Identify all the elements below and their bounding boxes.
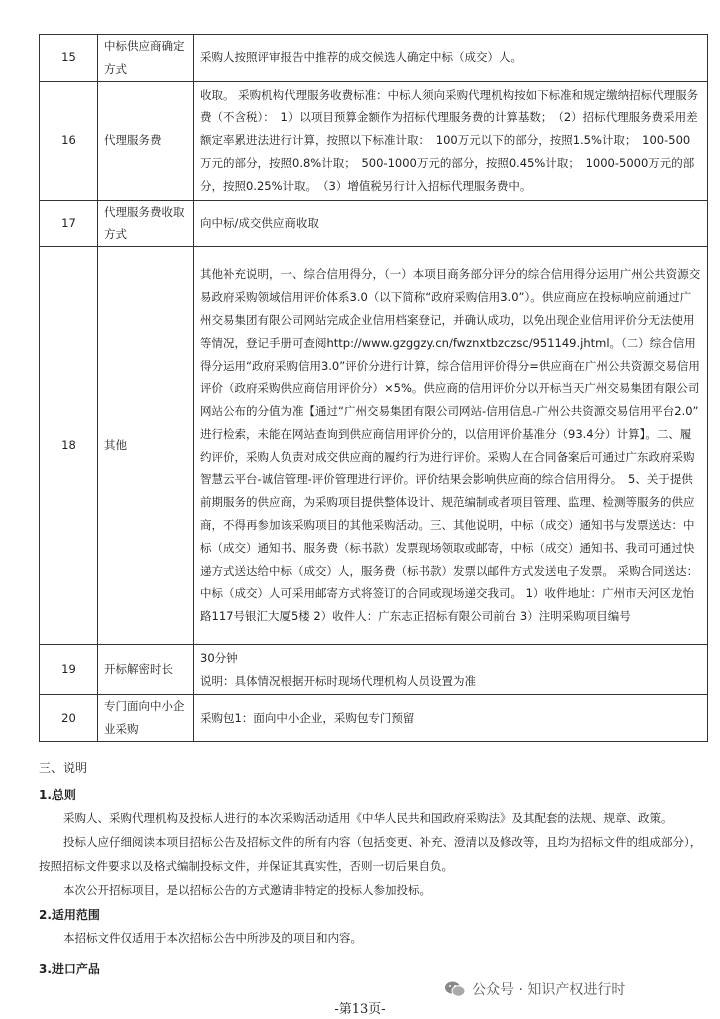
table-row	[40, 247, 708, 645]
paragraph: 投标人应仔细阅读本项目招标公告及招标文件的所有内容（包括变更、补充、澄清以及修改等，且均为招标文件的组成部分），按照招标文件要求以及格式编制投标文件，并保证其真实性，否则一切后果自负。	[39, 835, 702, 873]
table-row	[40, 645, 708, 695]
row-content	[194, 645, 708, 695]
row-number: 15	[40, 35, 98, 82]
row-name: 中标供应商确定方式	[98, 35, 194, 82]
page-number: -第13页-	[334, 1002, 386, 1017]
row-number: 17	[40, 200, 98, 247]
row-name: 专门面向中小企业采购	[98, 695, 194, 742]
heading-scope: 2.适用范围	[39, 908, 100, 922]
row-content: 其他补充说明，一、综合信用得分，（一）本项目商务部分评分的综合信用得分运用广州公共资源交易政府采购领域信用评价体系3.0（以下简称“政府采购信用3.0”）。供应商应在投标响应前通过广州交易集团有限公司网站完成企业信用档案登记，并确认成功，以免出现企业信用评价分无法使用等情况，登记手册可查阅http://www.gzggzy.cn/fwznxtbzczsc/951149.jhtml。（二）综合信用得分运用“政府采购信用3.0”评价分进行计算，综合信用评价得分=供应商在广州公共资源交易信用评价（政府采购供应商信用评价分）×5%。供应商的信用评价分以开标当天广州交易集团有限公司网站公布的分值为准【通过“广州交易集团有限公司网站-信用信息-广州公共资源交易信用平台2.0” 进行检索，未能在网站查询到供应商信用评价分的，以信用评价基准分（93.4分）计算】。二、履约评价，采购人负责对成交供应商的履约行为进行评价。采购人在合同备案后可通过广东政府采购智慧云平台-诚信管理-评价管理进行评价。评价结果会影响供应商的综合信用得分。 5、关于提供前期服务的供应商，为采购项目提供整体设计、规范编制或者项目管理、监理、检测等服务的供应商，不得再参加该采购项目的其他采购活动。三、其他说明，中标（成交）通知书与发票送达：中标（成交）通知书、服务费（标书款）发票现场领取或邮寄，中标（成交）通知书、我司可通过快递方式送达给中标（成交）人，服务费（标书款）发票以邮件方式发送电子发票。 采购合同送达：中标（成交）人可采用邮寄方式将签订的合同或现场递交我司。 1）收件地址：广州市天河区龙怡路117号银汇大厦5楼 2）收件人：广东志正招标有限公司前台 3）注明采购项目编号	[194, 247, 708, 645]
paragraph: 本招标文件仅适用于本次招标公告中所涉及的项目和内容。	[63, 931, 362, 945]
section-title: 三、说明	[39, 761, 88, 775]
table-row	[40, 81, 708, 200]
row-name: 其他	[98, 247, 194, 645]
content-line: 说明：具体情况根据开标时现场代理机构人员设置为准	[200, 673, 476, 688]
row-content: 采购人按照评审报告中推荐的成交候选人确定中标（成交）人。	[194, 35, 708, 82]
paragraph: 本次公开招标项目，是以招标公告的方式邀请非特定的投标人参加投标。	[63, 883, 431, 897]
spec-table	[39, 34, 708, 742]
wechat-icon	[444, 980, 466, 998]
watermark-text: 公众号 · 知识产权进行时	[472, 982, 626, 998]
table-row	[40, 35, 708, 82]
row-number: 19	[40, 645, 98, 695]
row-content: 收取。 采购机构代理服务收费标准：中标人须向采购代理机构按如下标准和规定缴纳招标代理服务费（不含税）： 1）以项目预算金额作为招标代理服务费的计算基数； （2）招标代理服务费采用差额定率累进法进行计算，按照以下标准计取： 100万元以下的部分，按照1.5%计取； 100-500万元的部分，按照0.8%计取； 500-1000万元的部分，按照0.45%计取； 1000-5000万元的部分，按照0.25%计取。 （3）增值税另行计入招标代理服务费中。	[194, 81, 708, 200]
watermark	[444, 979, 625, 999]
paragraph: 采购人、采购代理机构及投标人进行的本次采购活动适用《中华人民共和国政府采购法》及其配套的法规、规章、政策。	[63, 811, 673, 825]
table-row	[40, 200, 708, 247]
row-number: 18	[40, 247, 98, 645]
row-name: 代理服务费收取方式	[98, 200, 194, 247]
row-number: 16	[40, 81, 98, 200]
row-number: 20	[40, 695, 98, 742]
row-content: 向中标/成交供应商收取	[194, 200, 708, 247]
content-line: 30分钟	[200, 650, 238, 665]
row-content: 采购包1：面向中小企业，采购包专门预留	[194, 695, 708, 742]
row-name: 代理服务费	[98, 81, 194, 200]
table-row	[40, 695, 708, 742]
heading-imports: 3.进口产品	[39, 962, 100, 976]
heading-general: 1.总则	[39, 788, 76, 802]
row-name: 开标解密时长	[98, 645, 194, 695]
